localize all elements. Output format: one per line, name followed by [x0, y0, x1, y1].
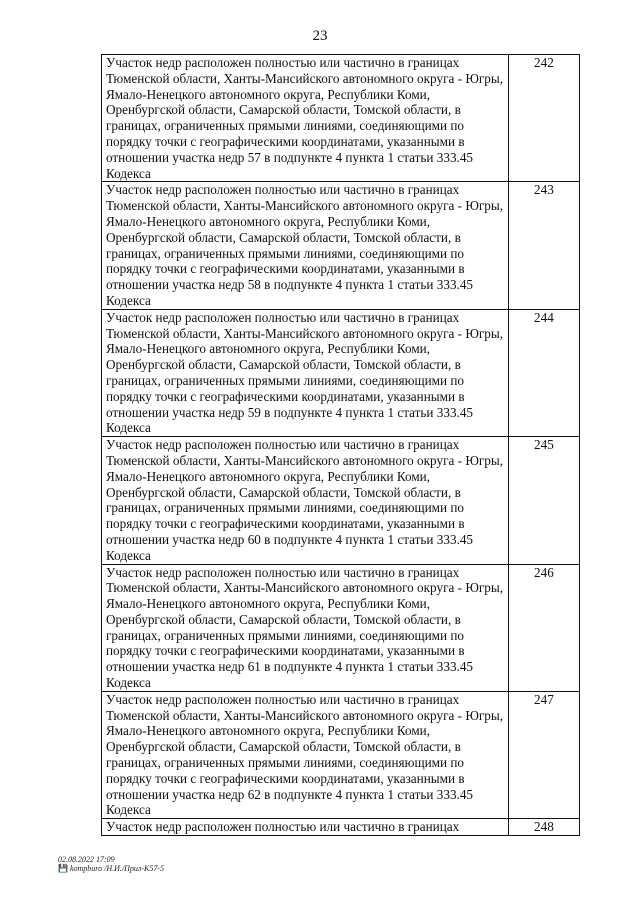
print-footer: [58, 855, 164, 873]
table-row: [102, 55, 580, 182]
row-number: 245: [508, 437, 579, 564]
row-description: Участок недр расположен полностью или частично в границах Тюменской области, Ханты-Мансийского автономного округа - Югры, Ямало-Ненецкого автономного округа, Республики Коми, Оренбургской области, Самарской области, Томской области, в границах, ограниченных прямыми линиями, соединяющими по порядку точки с географическими координатами, указанными в отношении участка недр 62 в подпункте 4 пункта 1 статьи 333.45 Кодекса: [102, 691, 509, 818]
footer-stamp-line: [58, 864, 164, 873]
row-number: 246: [508, 564, 579, 691]
page-number: 23: [312, 28, 328, 44]
table-row: [102, 564, 580, 691]
row-description: Участок недр расположен полностью или частично в границах Тюменской области, Ханты-Мансийского автономного округа - Югры, Ямало-Ненецкого автономного округа, Республики Коми, Оренбургской области, Самарской области, Томской области, в границах, ограниченных прямыми линиями, соединяющими по порядку точки с географическими координатами, указанными в отношении участка недр 60 в подпункте 4 пункта 1 статьи 333.45 Кодекса: [102, 437, 509, 564]
row-number: 244: [508, 309, 579, 436]
row-description: Участок недр расположен полностью или частично в границах Тюменской области, Ханты-Мансийского автономного округа - Югры, Ямало-Ненецкого автономного округа, Республики Коми, Оренбургской области, Самарской области, Томской области, в границах, ограниченных прямыми линиями, соединяющими по порядку точки с географическими координатами, указанными в отношении участка недр 59 в подпункте 4 пункта 1 статьи 333.45 Кодекса: [102, 309, 509, 436]
row-description: Участок недр расположен полностью или частично в границах Тюменской области, Ханты-Мансийского автономного округа - Югры, Ямало-Ненецкого автономного округа, Республики Коми, Оренбургской области, Самарской области, Томской области, в границах, ограниченных прямыми линиями, соединяющими по порядку точки с географическими координатами, указанными в отношении участка недр 61 в подпункте 4 пункта 1 статьи 333.45 Кодекса: [102, 564, 509, 691]
table-row: [102, 819, 580, 836]
table-row: [102, 437, 580, 564]
footer-date: 02.08.2022 17:09: [58, 855, 115, 864]
row-description: Участок недр расположен полностью или частично в границах Тюменской области, Ханты-Мансийского автономного округа - Югры, Ямало-Ненецкого автономного округа, Республики Коми, Оренбургской области, Самарской области, Томской области, в границах, ограниченных прямыми линиями, соединяющими по порядку точки с географическими координатами, указанными в отношении участка недр 58 в подпункте 4 пункта 1 статьи 333.45 Кодекса: [102, 182, 509, 309]
row-number: 248: [508, 819, 579, 836]
row-description: Участок недр расположен полностью или частично в границах Тюменской области, Ханты-Мансийского автономного округа - Югры, Ямало-Ненецкого автономного округа, Республики Коми, Оренбургской области, Самарской области, Томской области, в границах, ограниченных прямыми линиями, соединяющими по порядку точки с географическими координатами, указанными в отношении участка недр 57 в подпункте 4 пункта 1 статьи 333.45 Кодекса: [102, 55, 509, 182]
table-row: [102, 182, 580, 309]
row-number: 247: [508, 691, 579, 818]
table-row: [102, 309, 580, 436]
disk-icon: 💾: [58, 864, 68, 873]
table-row: [102, 691, 580, 818]
row-description: Участок недр расположен полностью или частично в границах: [102, 819, 509, 836]
row-number: 243: [508, 182, 579, 309]
allocation-table: [101, 54, 580, 836]
row-number: 242: [508, 55, 579, 182]
footer-stamp: kompburo /Н.И./Прил-К57-5: [69, 864, 165, 873]
